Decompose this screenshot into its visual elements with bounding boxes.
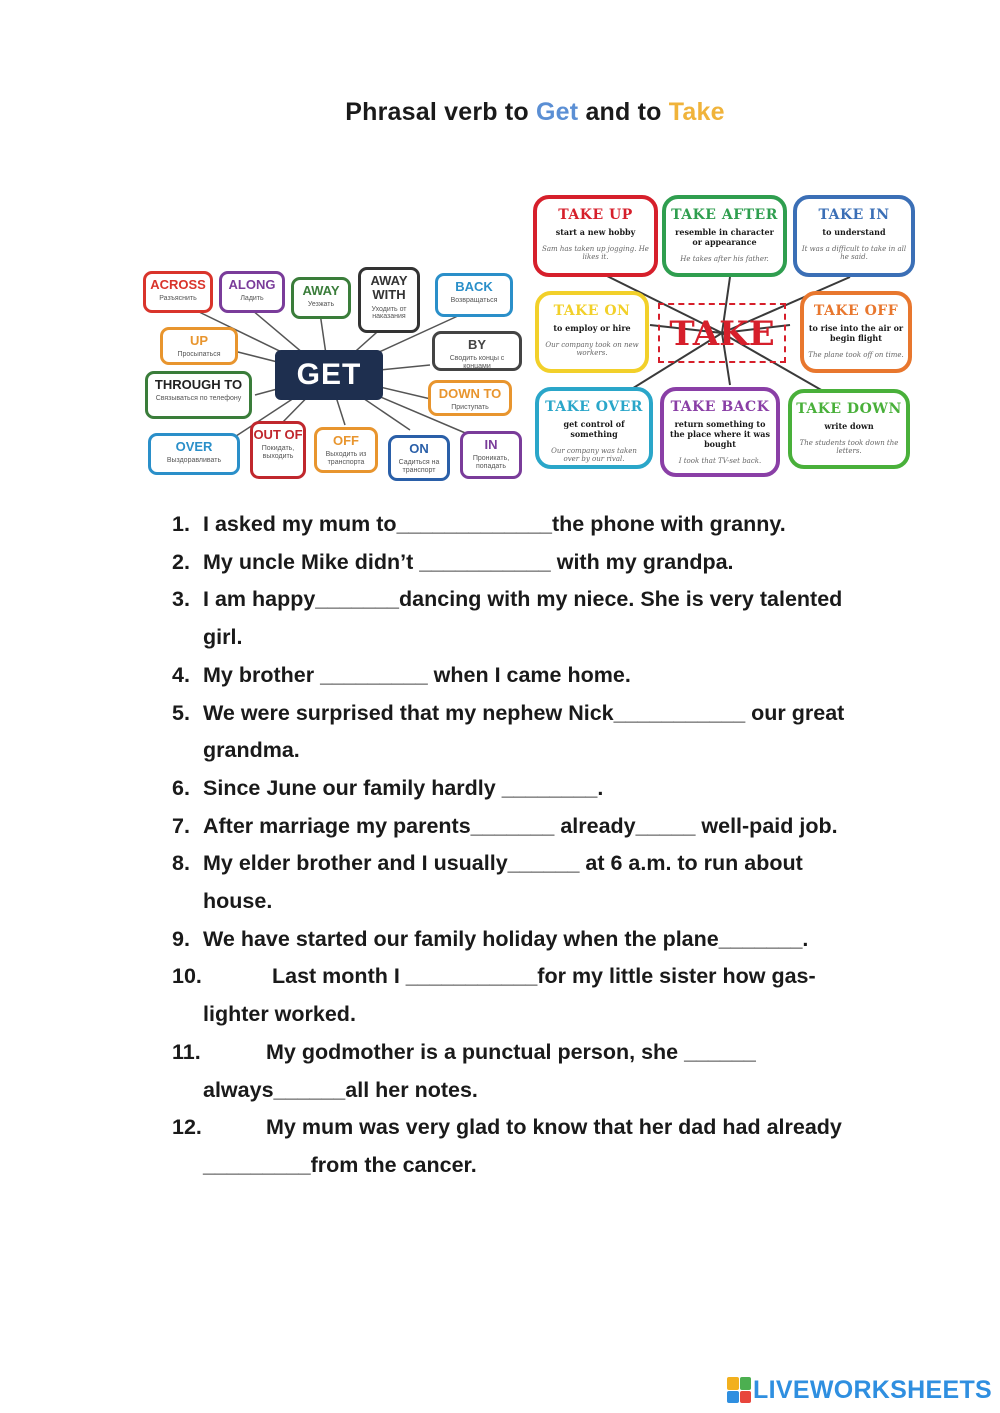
liveworksheets-logo [727,1375,992,1405]
exercise-number: 1. [172,512,190,536]
get-back-bubble [435,273,513,317]
get-out-of-text: Покидать, выходить [261,445,295,460]
take-back-def: return something to the place where it was bought [670,419,770,449]
take-in-bubble [793,195,915,277]
take-in-def: to understand [822,227,886,237]
exercise-text: I asked my mum to_____________the phone with granny. [203,512,786,536]
exercise-number: 8. [172,851,190,876]
get-through-to-text: Связываться по телефону [155,395,242,403]
exercise-text: After marriage my parents_______ already_____ well-paid job. [203,813,838,838]
take-after-example: He takes after his father. [680,255,769,263]
get-over-bubble [148,433,240,475]
exercise-continuation: girl. [203,625,243,650]
exercise-item [172,1109,932,1147]
take-on-word: TAKE ON [553,303,631,319]
take-off-def: to rise into the air or begin flight [808,323,904,343]
get-on-text: Садиться на транспорт [398,459,440,474]
take-back-word: TAKE BACK [670,399,770,415]
exercise-number: 9. [172,926,190,951]
get-away-with-word: AWAY WITH [370,273,408,303]
exercise-number: 12. [172,1115,202,1140]
exercise-number: 7. [172,813,190,838]
phrasal-verbs-image [140,185,920,485]
take-down-def: write down [824,421,874,431]
exercise-text: I am happy_______dancing with my niece. She is very talented [203,587,843,612]
take-off-example: The plane took off on time. [808,351,904,359]
take-over-word: TAKE OVER [545,399,643,415]
title-prefix: Phrasal verb to [345,98,537,126]
exercise-item [172,770,932,808]
exercise-text: My godmother is a punctual person, she ______ [266,1039,756,1064]
get-away-bubble [291,277,351,319]
get-by-word: BY [467,337,487,352]
get-on-bubble [388,435,450,481]
get-down-to-bubble [428,380,512,416]
exercise-text: We were surprised that my nephew Nick___________ our great [203,700,845,725]
get-off-bubble [314,427,378,473]
get-off-text: Выходить из транспорта [325,451,367,466]
get-along-text: Ладить [240,295,264,303]
take-up-word: TAKE UP [558,207,633,223]
take-back-example: I took that TV-set back. [678,457,762,465]
exercise-number: 5. [172,700,190,725]
get-through-to-bubble [145,371,252,419]
exercise-text: My mum was very glad to know that her dad had already [266,1115,842,1140]
take-off-word: TAKE OFF [813,303,899,319]
exercise-continuation: always______all her notes. [203,1077,478,1102]
get-in-word: IN [484,437,498,452]
exercise-number: 4. [172,662,190,687]
take-after-def: resemble in character or appearance [675,227,774,247]
get-over-text: Выздоравливать [166,457,222,465]
take-in-word: TAKE IN [818,207,890,223]
take-in-example: It was a difficult to take in all he said. [801,245,907,261]
get-up-word: UP [189,333,209,348]
liveworksheets-logo-icon [727,1377,751,1403]
exercise-number: 2. [172,549,190,574]
take-on-def: to employ or hire [553,323,631,333]
take-center: TAKE [658,303,786,363]
brand-name: LIVEWORKSHEETS [753,1375,992,1404]
get-by-bubble [432,331,522,371]
exercise-text: My brother _________ when I came home. [203,662,631,687]
title-middle: and to [578,98,669,126]
get-up-text: Просыпаться [177,351,221,359]
exercise-text: We have started our family holiday when the plane_______. [203,926,809,951]
take-after-bubble [662,195,787,277]
take-after-word: TAKE AFTER [671,207,778,223]
get-up-bubble [160,327,238,365]
get-on-word: ON [409,441,429,456]
take-up-def: start a new hobby [555,227,636,237]
exercise-item [172,958,932,996]
exercise-item [172,808,932,846]
take-on-example: Our company took on new workers. [545,341,639,357]
exercise-continuation: _________from the cancer. [203,1152,477,1177]
exercise-item [172,845,932,883]
exercise-item [172,544,932,582]
get-down-to-text: Приступать [451,404,489,412]
get-down-to-word: DOWN TO [438,386,502,401]
get-in-text: Проникать, попадать [472,455,510,470]
exercise-text: My uncle Mike didn’t ___________ with my grandpa. [203,549,734,574]
get-away-word: AWAY [302,283,340,298]
worksheet-title [0,98,1000,127]
get-along-bubble [219,271,285,313]
get-along-word: ALONG [228,277,276,292]
exercise-number: 6. [172,775,190,800]
take-over-bubble [535,387,653,469]
take-off-bubble [800,291,912,373]
get-away-with-text: Уходить от наказания [371,305,407,321]
take-up-example: Sam has taken up jogging. He likes it. [542,245,649,261]
exercise-continuation: lighter worked. [203,1002,356,1027]
get-back-text: Возвращаться [450,297,498,305]
take-on-bubble [535,291,649,373]
title-take: Take [668,98,725,126]
get-across-text: Разъяснить [159,295,197,303]
exercise-item [172,921,932,959]
get-out-of-bubble [250,421,306,479]
get-in-bubble [460,431,522,479]
exercise-number: 11. [172,1039,201,1064]
take-down-word: TAKE DOWN [796,401,902,417]
get-away-with-bubble [358,267,420,333]
exercise-item [172,581,932,619]
exercise-item [172,695,932,733]
take-over-def: get control of something [563,419,625,439]
exercise-continuation: grandma. [203,738,300,763]
exercise-number: 3. [172,587,190,612]
exercise-item [172,657,932,695]
get-out-of-word: OUT OF [253,427,303,442]
get-center: GET [275,350,383,400]
take-back-bubble [660,387,780,477]
exercise-item [172,506,932,544]
get-over-word: OVER [175,439,213,454]
exercise-text: Last month I ___________for my little sister how gas- [272,964,816,989]
get-by-text: Сводить концы с концами [449,355,505,370]
exercise-text: My elder brother and I usually______ at 6 a.m. to run about [203,851,803,876]
exercise-item [172,1034,932,1072]
take-over-example: Our company was taken over by our rival. [551,447,637,463]
exercise-text: Since June our family hardly ________. [203,775,604,800]
take-down-example: The students took down the letters. [799,439,899,455]
exercise-continuation: house. [203,889,273,914]
title-get: Get [536,98,579,126]
get-across-word: ACROSS [150,277,206,292]
exercise-number: 10. [172,964,202,989]
get-off-word: OFF [333,433,359,448]
take-up-bubble [533,195,658,277]
take-down-bubble [788,389,910,469]
exercise-list [172,506,932,1185]
get-away-text: Уезжать [307,301,335,309]
get-across-bubble [143,271,213,313]
get-through-to-word: THROUGH TO [154,377,243,392]
get-back-word: BACK [455,279,493,294]
